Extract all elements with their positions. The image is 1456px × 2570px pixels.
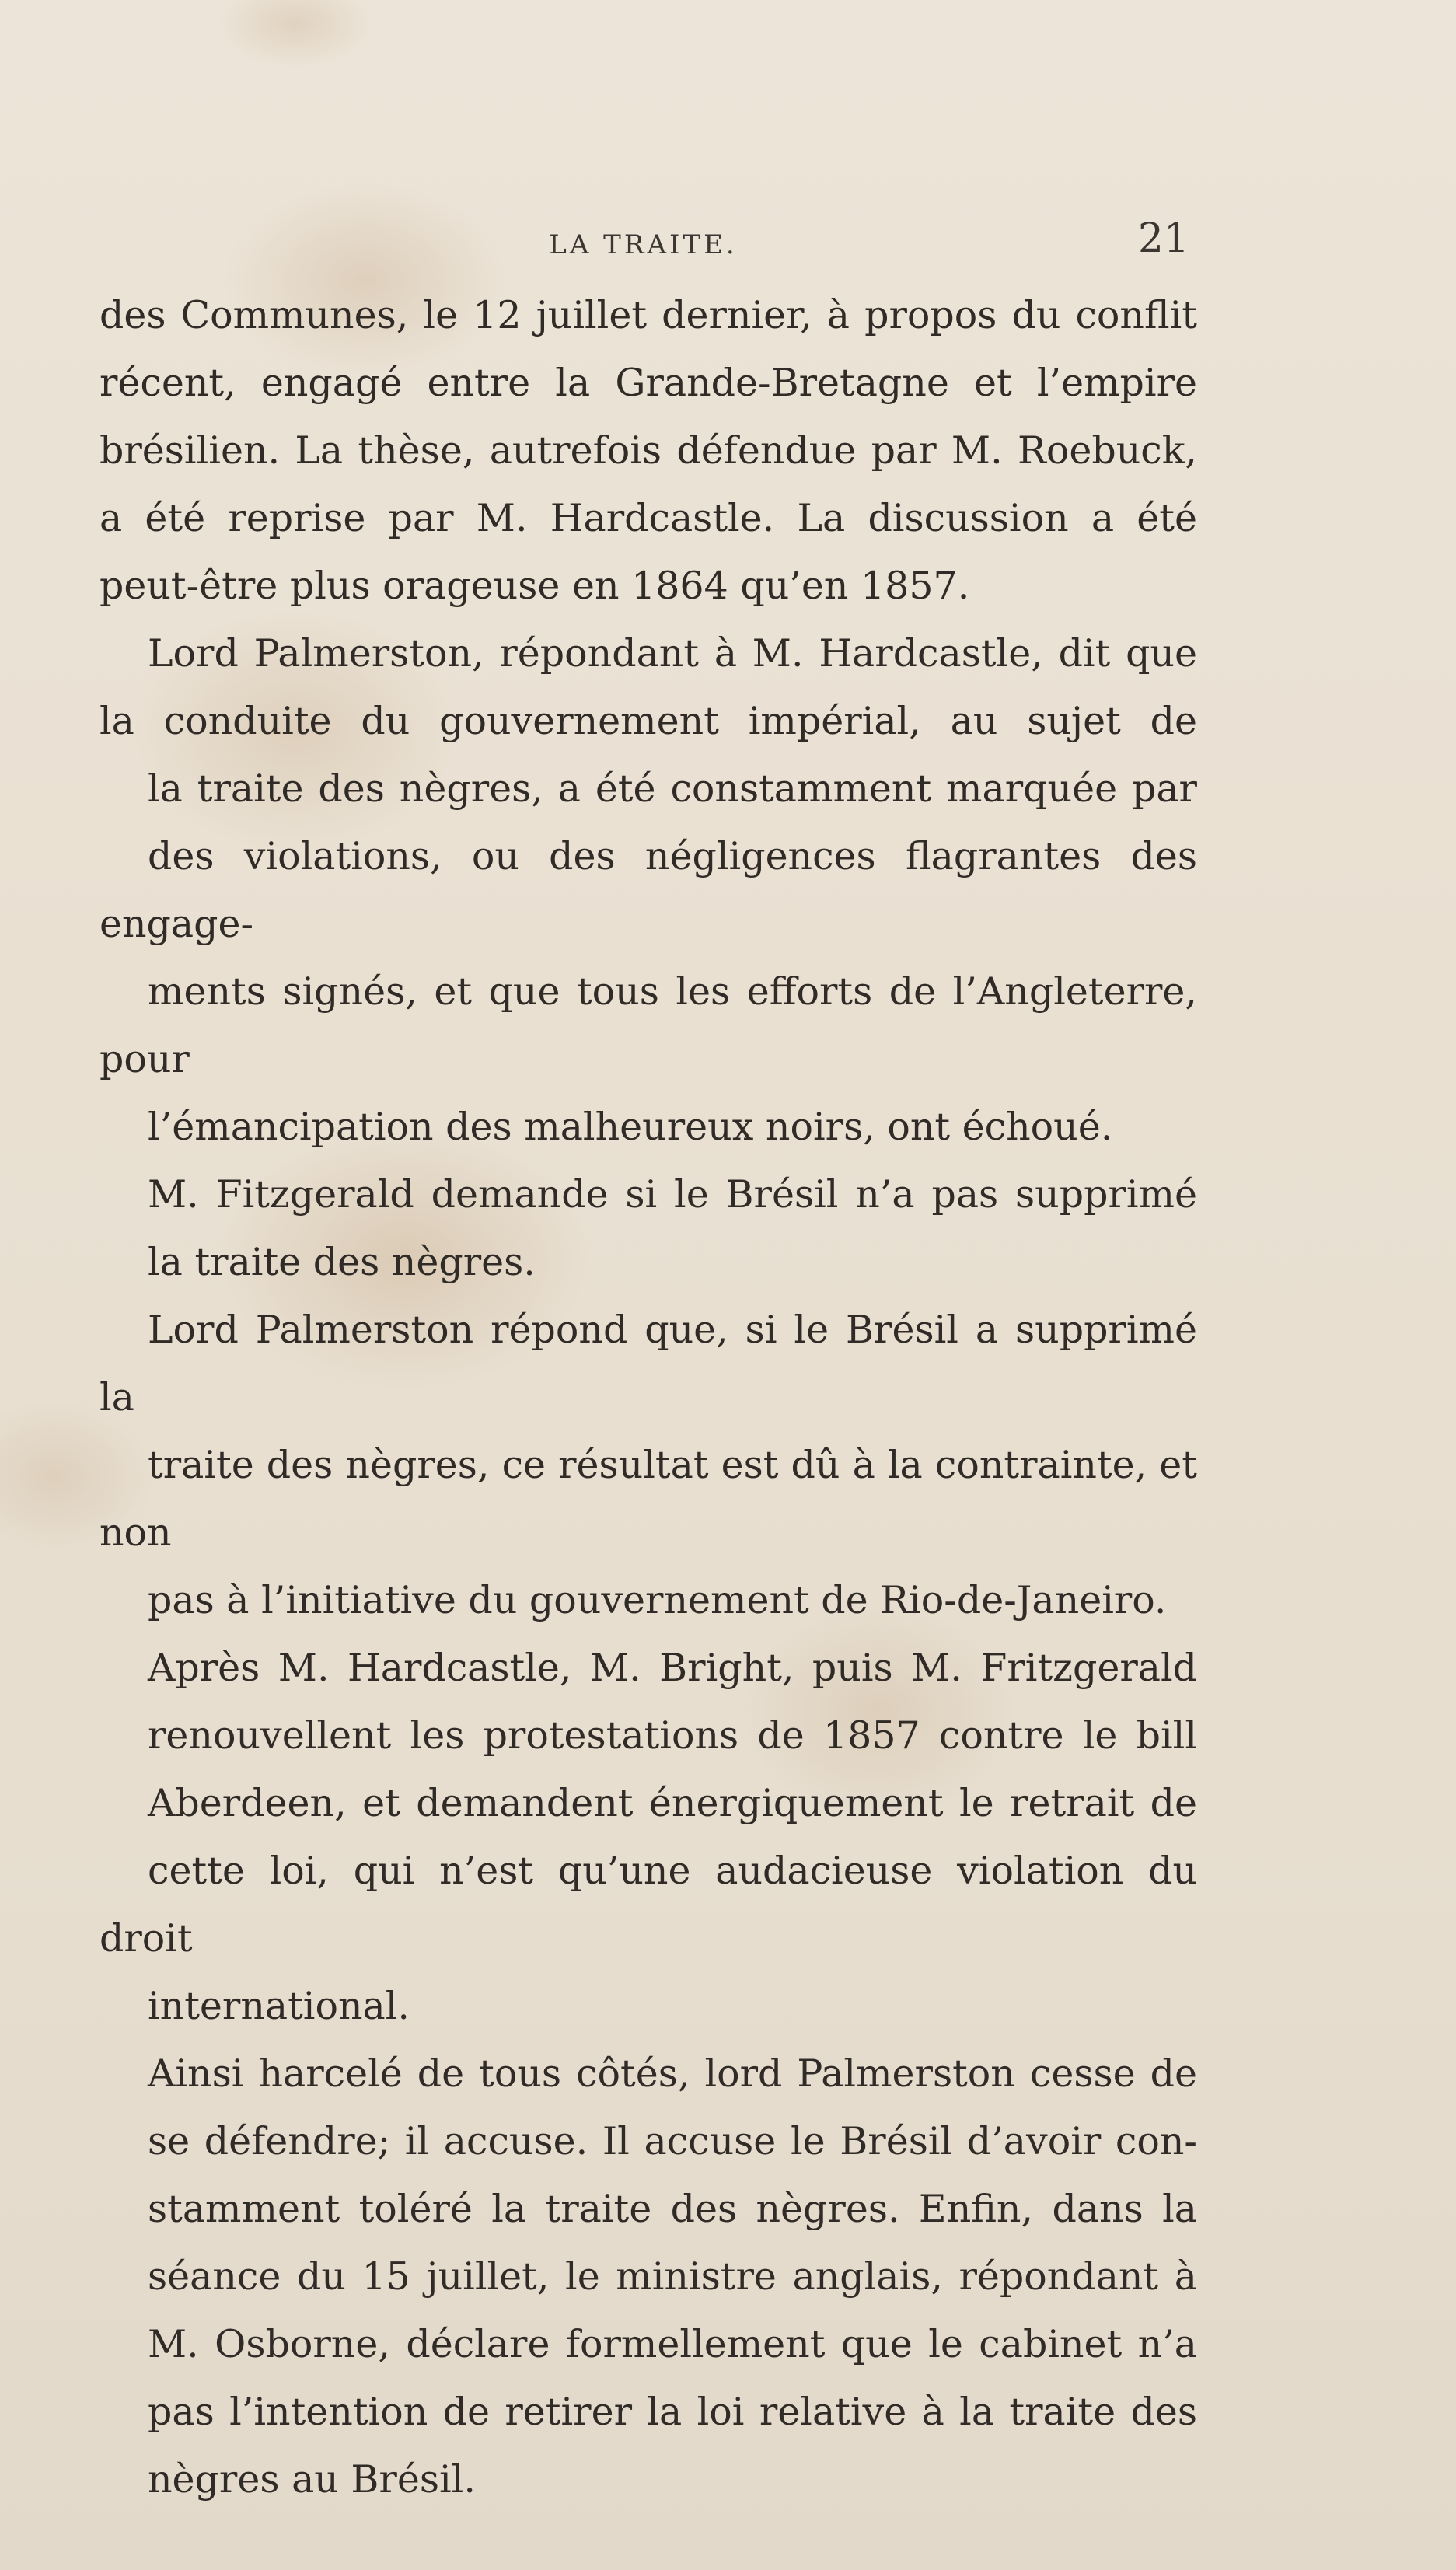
text-line: M. Osborne, déclare formellement que le cabinet n’a — [148, 2322, 1197, 2366]
text-line: brésilien. La thèse, autrefois défendue par M. Roebuck, — [100, 428, 1197, 473]
text-line: international. — [148, 1984, 410, 2028]
page-number: 21 — [1137, 215, 1189, 262]
text-line: la traite des nègres, a été constamment marquée par — [148, 766, 1197, 811]
text-line: des Communes, le 12 juillet dernier, à propos du conflit — [100, 293, 1197, 337]
text-line: Lord Palmerston, répondant à M. Hardcastle, dit que — [148, 631, 1197, 676]
text-line: l’émancipation des malheureux noirs, ont échoué. — [148, 1105, 1113, 1149]
text-line: stamment toléré la traite des nègres. Enfin, dans la — [148, 2187, 1197, 2231]
text-line: pas l’intention de retirer la loi relative à la traite des — [148, 2390, 1197, 2434]
text-line: des violations, ou des négligences flagrantes des engage- — [100, 834, 1197, 946]
text-line: peut-être plus orageuse en 1864 qu’en 1857. — [100, 564, 970, 608]
paragraph-6 — [100, 2040, 1197, 2513]
text-line: Aberdeen, et demandent énergiquement le retrait de — [148, 1781, 1197, 1825]
paragraph-5 — [100, 1634, 1197, 2040]
text-line: la traite des nègres. — [148, 1240, 536, 1284]
paragraph-2 — [100, 620, 1197, 1161]
text-line: pas à l’initiative du gouvernement de Rio-de-Janeiro. — [148, 1578, 1167, 1622]
text-line: nègres au Brésil. — [148, 2457, 476, 2502]
text-line: a été reprise par M. Hardcastle. La discussion a été — [100, 496, 1197, 540]
text-line: cette loi, qui n’est qu’une audacieuse violation du droit — [100, 1849, 1197, 1961]
paragraph-1 — [100, 281, 1197, 620]
paragraph-4 — [100, 1296, 1197, 1634]
running-title: LA TRAITE. — [549, 229, 738, 260]
text-line: renouvellent les protestations de 1857 contre le bill — [148, 1713, 1197, 1758]
text-line: Lord Palmerston répond que, si le Brésil a supprimé la — [100, 1308, 1197, 1419]
text-line: séance du 15 juillet, le ministre anglais, répondant à — [148, 2254, 1197, 2299]
text-line: Ainsi harcelé de tous côtés, lord Palmerston cesse de — [148, 2051, 1197, 2096]
text-line: Après M. Hardcastle, M. Bright, puis M. Fritzgerald — [148, 1646, 1197, 1690]
text-line: traite des nègres, ce résultat est dû à la contrainte, et non — [100, 1443, 1197, 1555]
text-line: se défendre; il accuse. Il accuse le Brésil d’avoir con- — [148, 2119, 1197, 2163]
text-line: ments signés, et que tous les efforts de l’Angleterre, pour — [100, 969, 1197, 1081]
paragraph-3 — [100, 1161, 1197, 1296]
text-line: M. Fitzgerald demande si le Brésil n’a pas supprimé — [148, 1172, 1197, 1217]
text-line: la conduite du gouvernement impérial, au sujet de — [100, 699, 1197, 743]
body-text — [100, 281, 1197, 2513]
text-line: récent, engagé entre la Grande-Bretagne et l’empire — [100, 361, 1197, 405]
page-header — [97, 215, 1189, 274]
